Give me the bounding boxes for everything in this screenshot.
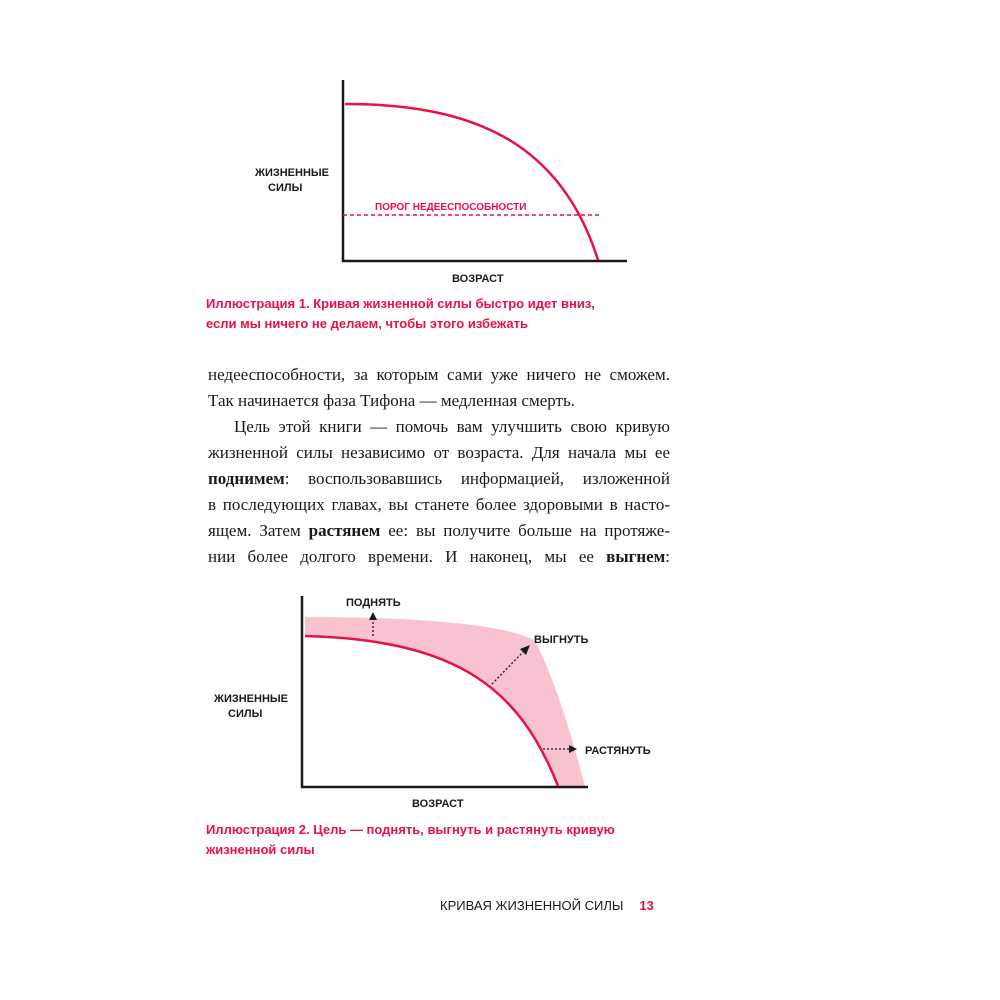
body-text-fragment: ее: вы получите больше на протяже- <box>380 521 670 540</box>
bold-term-stretch: растянем <box>308 521 381 540</box>
body-line: жизненной силы независимо от возраста. Для начала мы ее <box>208 443 670 462</box>
body-text-fragment: ящем. Затем <box>208 521 309 540</box>
running-title: КРИВАЯ ЖИЗНЕННОЙ СИЛЫ <box>440 898 624 913</box>
fig2-x-label: ВОЗРАСТ <box>412 798 464 810</box>
fig1-y-label-1: ЖИЗНЕННЫЕ <box>255 167 330 179</box>
fig1-vitality-curve <box>345 104 598 260</box>
body-line: недееспособности, за которым сами уже ничего не сможем. <box>208 365 670 384</box>
page-footer <box>440 898 654 913</box>
fig1-y-label-2: СИЛЫ <box>268 182 303 194</box>
bold-term-raise: поднимем <box>208 469 285 488</box>
fig2-bend-label: ВЫГНУТЬ <box>534 634 589 646</box>
figure-1-caption <box>206 294 666 334</box>
body-text-fragment: нии более долгого времени. И наконец, мы ее <box>208 547 607 566</box>
body-text-fragment: : воспользовавшись информацией, изложенной <box>284 469 670 488</box>
fig2-raise-label: ПОДНЯТЬ <box>346 597 401 609</box>
body-paragraphs <box>208 362 670 570</box>
caption-line: Иллюстрация 2. Цель — поднять, выгнуть и растянуть кривую <box>206 822 615 837</box>
body-line <box>208 518 670 544</box>
caption-line: Иллюстрация 1. Кривая жизненной силы быстро идет вниз, <box>206 296 595 311</box>
caption-line: жизненной силы <box>206 842 315 857</box>
fig1-threshold-label: ПОРОГ НЕДЕЕСПОСОБНОСТИ <box>375 202 527 213</box>
arrow-up-icon <box>369 612 377 620</box>
body-line: Так начинается фаза Тифона — медленная смерть. <box>208 391 575 410</box>
body-line: в последующих главах, вы станете более здоровыми в насто- <box>208 495 670 514</box>
bold-term-bend: выгнем <box>606 547 666 566</box>
body-line: Цель этой книги — помочь вам улучшить свою кривую <box>234 417 670 436</box>
fig2-stretch-label: РАСТЯНУТЬ <box>585 745 651 757</box>
fig2-y-label-1: ЖИЗНЕННЫЕ <box>214 693 289 705</box>
figure-2-caption <box>206 820 666 860</box>
page-number: 13 <box>639 898 654 913</box>
body-line <box>208 544 670 570</box>
fig2-y-label-2: СИЛЫ <box>228 708 263 720</box>
fig1-x-label: ВОЗРАСТ <box>452 273 504 285</box>
caption-line: если мы ничего не делаем, чтобы этого избежать <box>206 316 529 331</box>
body-text-fragment: : <box>665 547 670 566</box>
body-line <box>208 466 670 492</box>
